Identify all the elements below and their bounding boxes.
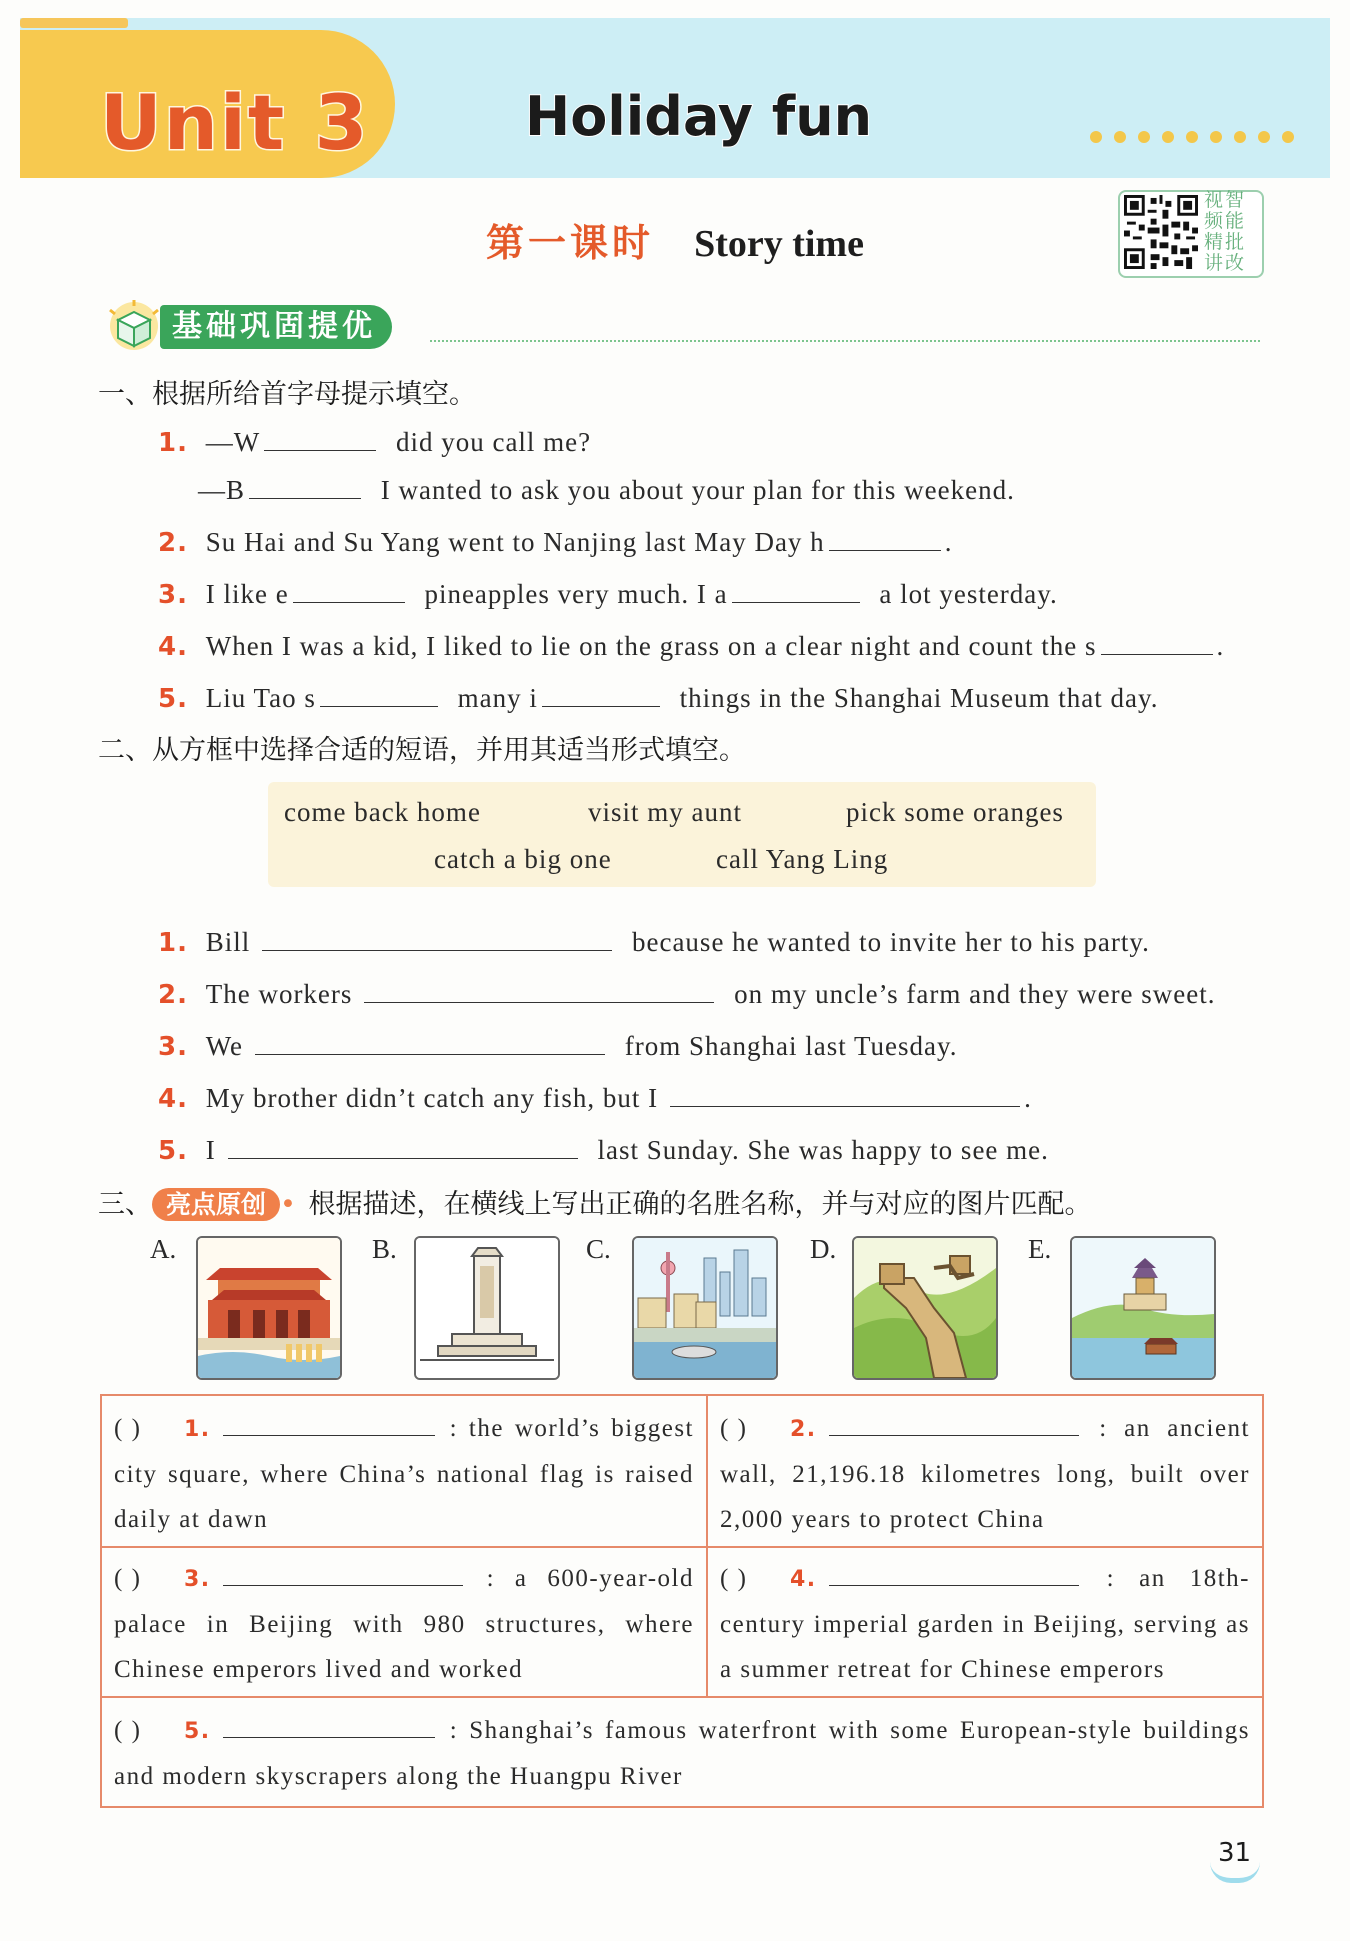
page-number-swoosh <box>1210 1862 1260 1883</box>
phrase-option: catch a big one <box>434 844 612 874</box>
s1-item-4: 4. When I was a kid, I liked to lie on the grass on a clear night and count the s . <box>158 626 1224 662</box>
s2-item-2: 2. The workers on my uncle’s farm and they were sweet. <box>158 974 1216 1010</box>
s2-item-3: 3. We from Shanghai last Tuesday. <box>158 1026 958 1062</box>
section-banner-label: 基础巩固提优 <box>160 305 392 349</box>
picture-d[interactable] <box>852 1236 998 1380</box>
match-row-5: ( ) 5. : Shanghai’s famous waterfront with some European-style buildings and modern skyscrapers along the Huangpu River <box>102 1708 1262 1799</box>
answer-blank[interactable] <box>264 422 376 451</box>
tiananmen-icon <box>198 1238 340 1378</box>
picture-letter-b: B. <box>372 1234 397 1264</box>
picture-b[interactable] <box>414 1236 560 1380</box>
answer-blank[interactable] <box>829 522 941 551</box>
original-badge: 亮点原创 <box>152 1188 280 1221</box>
section2-heading: 二、从方框中选择合适的短语，并用其适当形式填空。 <box>98 735 746 766</box>
s1-item-3: 3. I like e pineapples very much. I a a lot yesterday. <box>158 574 1058 610</box>
s1-item-1: 1. —W did you call me? <box>158 422 591 458</box>
phrase-option: call Yang Ling <box>716 844 889 874</box>
s1-item-5: 5. Liu Tao s many i things in the Shanghai Museum that day. <box>158 678 1159 714</box>
picture-a[interactable] <box>196 1236 342 1380</box>
answer-blank[interactable] <box>255 1026 605 1055</box>
answer-blank[interactable] <box>1101 626 1213 655</box>
answer-blank[interactable] <box>262 922 612 951</box>
header-stripe <box>20 18 128 28</box>
qr-code-icon[interactable] <box>1124 195 1198 269</box>
decorative-dots <box>1090 131 1294 143</box>
s1-item-2: 2. Su Hai and Su Yang went to Nanjing last May Day h . <box>158 522 952 558</box>
answer-blank[interactable] <box>223 1709 435 1738</box>
phrase-option: visit my aunt <box>588 797 742 827</box>
summer-palace-icon <box>1072 1238 1214 1378</box>
answer-blank[interactable] <box>223 1557 463 1586</box>
picture-letter-a: A. <box>150 1234 177 1264</box>
answer-blank[interactable] <box>293 574 405 603</box>
picture-e[interactable] <box>1070 1236 1216 1380</box>
section3-heading: 三、 亮点原创 • 根据描述，在横线上写出正确的名胜名称，并与对应的图片匹配。 <box>98 1189 1092 1220</box>
answer-blank[interactable] <box>829 1407 1079 1436</box>
answer-paren[interactable]: ( ) <box>720 1565 748 1592</box>
lesson-title-en: Story time <box>694 223 864 265</box>
answer-blank[interactable] <box>228 1130 578 1159</box>
page-number: 31 <box>1218 1838 1252 1868</box>
answer-paren[interactable]: ( ) <box>114 1565 142 1592</box>
phrase-option: pick some oranges <box>846 797 1064 827</box>
picture-letter-d: D. <box>810 1234 837 1264</box>
answer-blank[interactable] <box>732 574 860 603</box>
match-row-4: ( ) 4. : an 18th-century imperial garden in Beijing, serving as a summer retreat for Chinese emperors <box>708 1556 1262 1692</box>
s1-item-1b: —B I wanted to ask you about your plan for this weekend. <box>198 470 1015 506</box>
phrase-option: come back home <box>284 797 481 827</box>
s2-item-5: 5. I last Sunday. She was happy to see me. <box>158 1130 1049 1166</box>
qr-code-label: 视智 频能 精批 讲改 <box>1204 189 1247 274</box>
answer-blank[interactable] <box>670 1078 1020 1107</box>
lesson-title-cn: 第一课时 <box>486 221 655 265</box>
match-row-2: ( ) 2. : an ancient wall, 21,196.18 kilometres long, built over 2,000 years to protect China <box>708 1406 1262 1542</box>
answer-blank[interactable] <box>249 470 361 499</box>
great-wall-icon <box>854 1238 996 1378</box>
matching-table <box>100 1394 1264 1808</box>
answer-blank[interactable] <box>542 678 660 707</box>
unit-topic-title: Holiday fun <box>525 85 873 148</box>
picture-letter-c: C. <box>586 1234 611 1264</box>
picture-letter-e: E. <box>1028 1234 1052 1264</box>
unit-title: Unit 3 <box>100 78 370 167</box>
answer-blank[interactable] <box>320 678 438 707</box>
s2-item-1: 1. Bill because he wanted to invite her to his party. <box>158 922 1150 958</box>
match-row-1: ( ) 1. : the world’s biggest city square, where China’s national flag is raised daily at dawn <box>102 1406 706 1542</box>
match-row-3: ( ) 3. : a 600-year-old palace in Beijing with 980 structures, where Chinese emperors lived and worked <box>102 1556 706 1692</box>
bund-skyline-icon <box>634 1238 776 1378</box>
section-banner-rule <box>430 340 1260 342</box>
picture-c[interactable] <box>632 1236 778 1380</box>
answer-blank[interactable] <box>829 1557 1079 1586</box>
section1-heading: 一、根据所给首字母提示填空。 <box>98 379 476 410</box>
answer-paren[interactable]: ( ) <box>114 1415 142 1442</box>
monument-icon <box>416 1238 558 1378</box>
cube-icon <box>104 300 164 352</box>
answer-paren[interactable]: ( ) <box>114 1717 142 1744</box>
s2-item-4: 4. My brother didn’t catch any fish, but I . <box>158 1078 1032 1114</box>
answer-paren[interactable]: ( ) <box>720 1415 748 1442</box>
answer-blank[interactable] <box>223 1407 435 1436</box>
answer-blank[interactable] <box>364 974 714 1003</box>
